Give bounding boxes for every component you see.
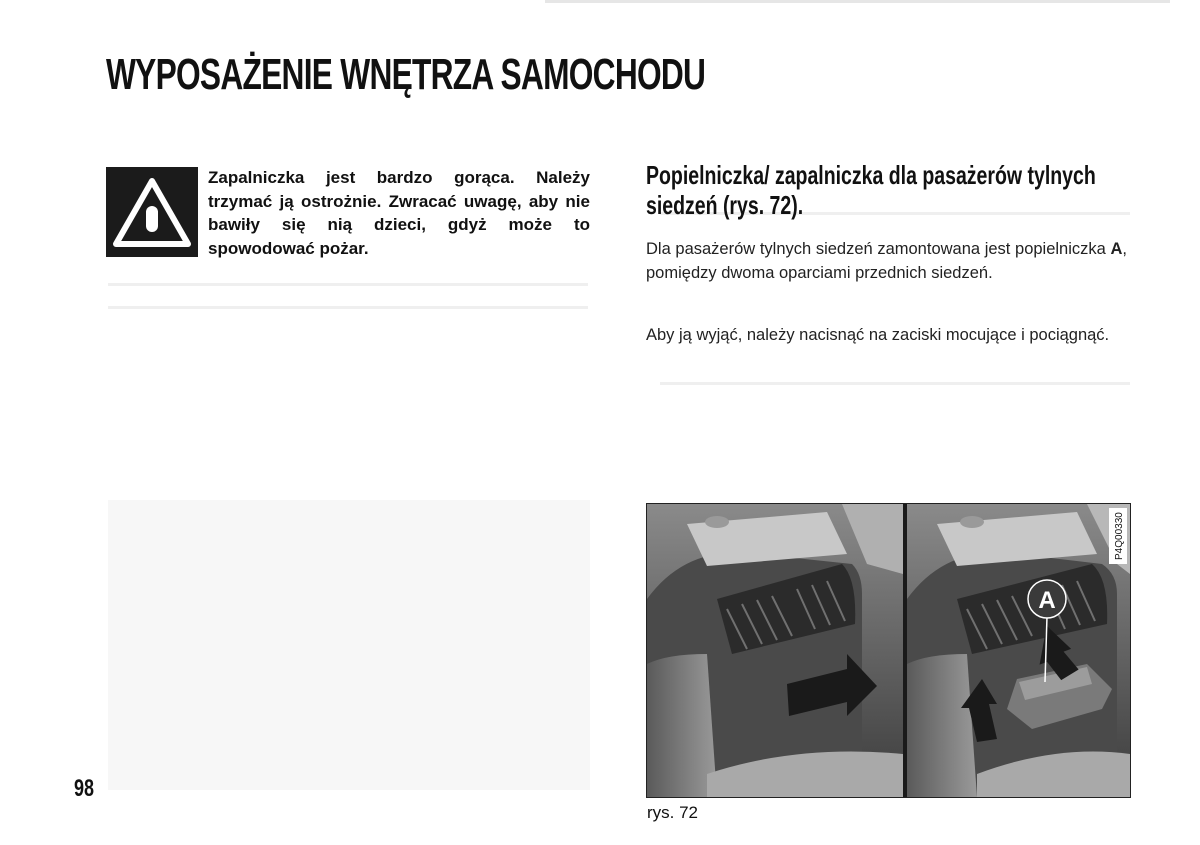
ashtray-illustration: [647, 504, 1130, 797]
bleed-through-image: [108, 500, 590, 790]
figure-code: P4Q00330: [1114, 512, 1125, 560]
paragraph-text: , pomiędzy dwoma oparciami przednich siedzeń.: [646, 240, 1127, 282]
page-number: 98: [74, 775, 95, 802]
paragraph-ashtray-location: [646, 238, 1127, 285]
bleed-through-line: [660, 382, 1130, 385]
warning-triangle-icon: [106, 167, 198, 257]
paragraph-text: Dla pasażerów tylnych siedzeń zamontowana jest popielniczka: [646, 240, 1111, 258]
part-label-a: A: [1110, 240, 1123, 258]
bleed-through-line: [108, 306, 588, 309]
top-rule: [545, 0, 1170, 3]
page-title: WYPOSAŻENIE WNĘTRZA SAMOCHODU: [106, 50, 706, 99]
figure-ashtray: [646, 503, 1131, 798]
figure-label-a: A: [1038, 587, 1056, 614]
warning-text: Zapalniczka jest bardzo gorąca. Należy trzymać ją ostrożnie. Zwracać uwagę, aby nie bawiły się nią dzieci, gdyż może to spowodować pożar.: [208, 168, 590, 258]
paragraph-ashtray-removal: Aby ją wyjąć, należy nacisnąć na zaciski mocujące i pociągnąć.: [646, 326, 1110, 344]
section-heading: Popielniczka/ zapalniczka dla pasażerów tylnych siedzeń (rys. 72).: [646, 160, 1096, 220]
warning-box: [106, 167, 198, 257]
figure-caption: rys. 72: [647, 803, 699, 822]
bleed-through-line: [108, 283, 588, 286]
